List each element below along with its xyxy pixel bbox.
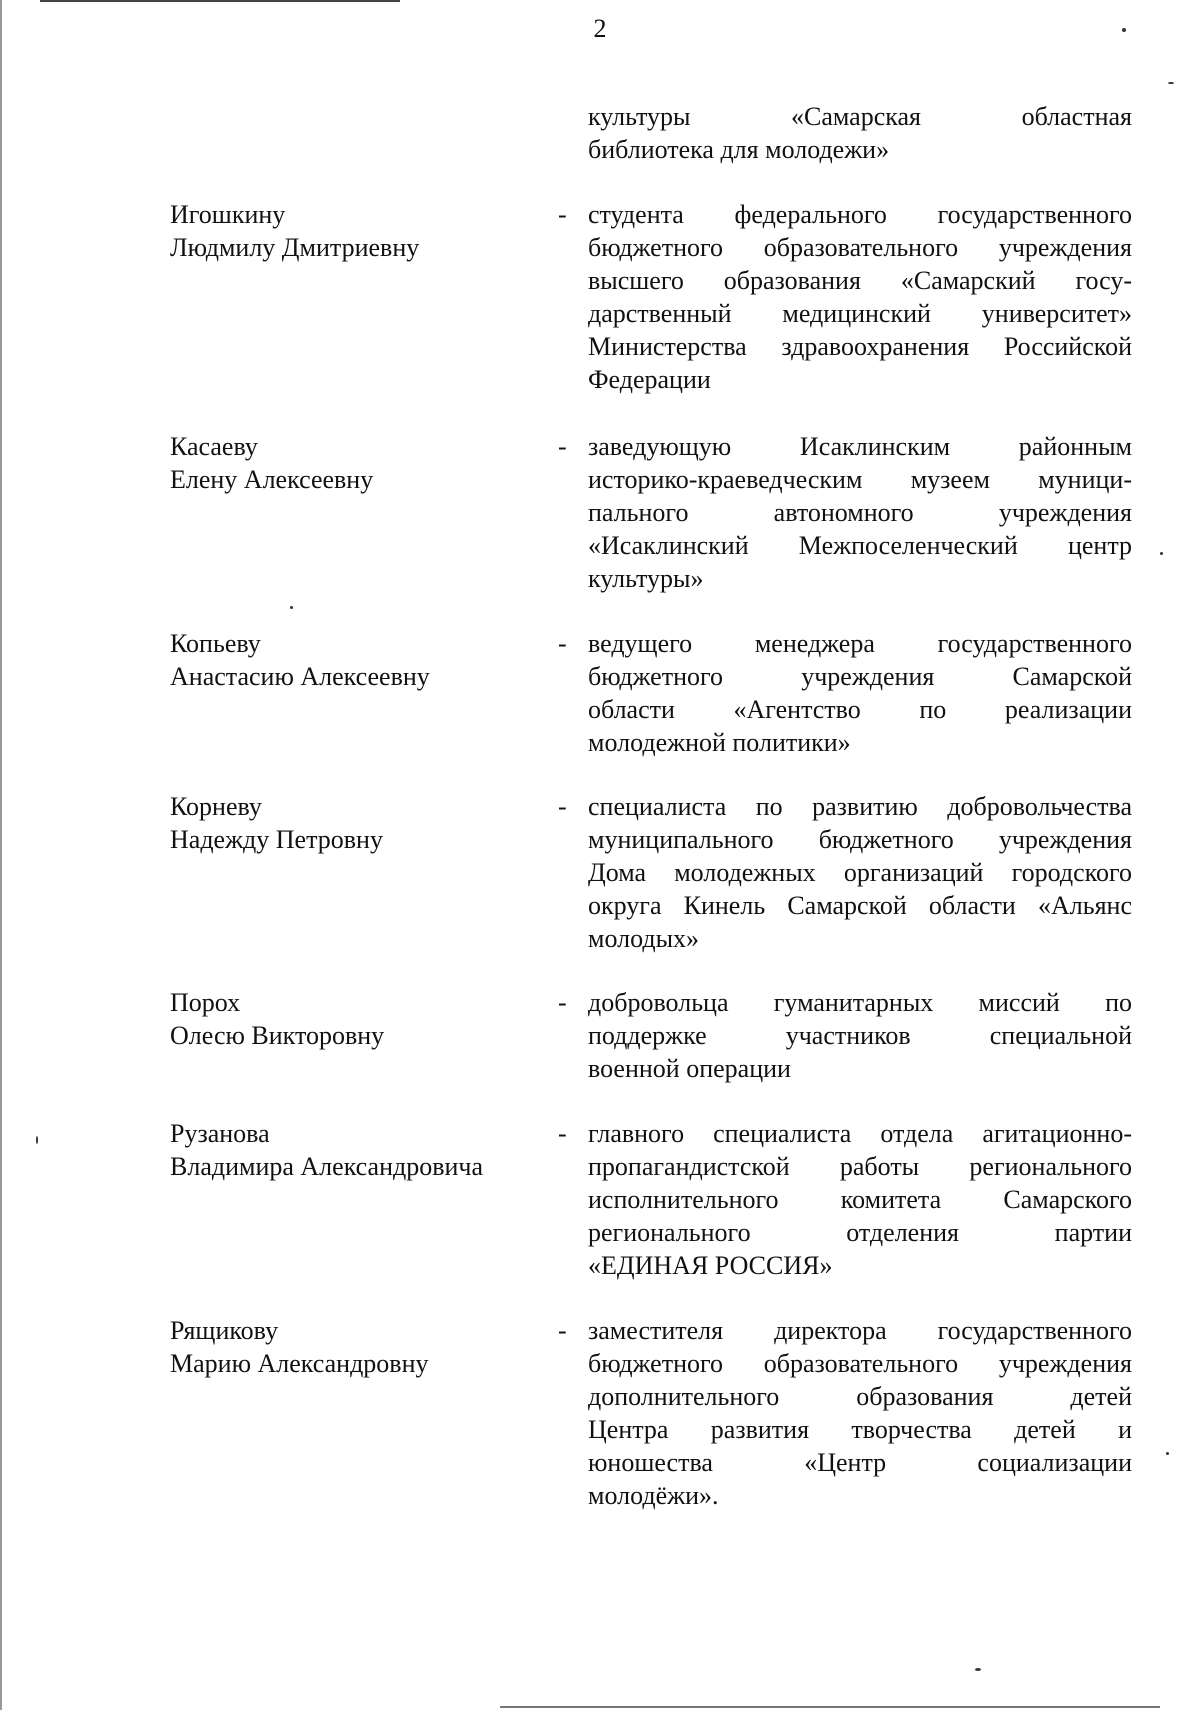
given-names: Елену Алексеевну xyxy=(170,465,374,494)
scan-speck xyxy=(1160,552,1163,555)
scan-speck xyxy=(290,606,293,609)
description-line: высшего образования «Самарский госу- xyxy=(588,266,1132,295)
surname: Корневу xyxy=(170,792,262,821)
dash-separator: - xyxy=(558,432,567,461)
position-description xyxy=(588,198,1132,396)
description-line: главного специалиста отдела агитационно- xyxy=(588,1119,1132,1148)
continuation-line: культуры «Самарская областная xyxy=(588,102,1132,131)
person-name xyxy=(170,790,530,856)
scan-bottom-rule xyxy=(500,1706,1160,1708)
person-name xyxy=(170,198,530,264)
description-line: военной операции xyxy=(588,1054,791,1083)
surname: Игошкину xyxy=(170,200,286,229)
given-names: Олесю Викторовну xyxy=(170,1021,385,1050)
description-line: бюджетного учреждения Самарской xyxy=(588,662,1132,691)
position-description xyxy=(588,430,1132,595)
description-line: Центра развития творчества детей и xyxy=(588,1415,1132,1444)
person-name xyxy=(170,986,530,1052)
description-line: культуры» xyxy=(588,564,704,593)
description-line: дарственный медицинский университет» xyxy=(588,299,1132,328)
person-name xyxy=(170,627,530,693)
continuation-text xyxy=(588,100,1132,166)
description-line: округа Кинель Самарской области «Альянс xyxy=(588,891,1132,920)
scan-speck xyxy=(975,1668,981,1671)
description-line: «ЕДИНАЯ РОССИЯ» xyxy=(588,1251,833,1280)
description-line: исполнительного комитета Самарского xyxy=(588,1185,1132,1214)
person-name xyxy=(170,1314,530,1380)
dash-separator: - xyxy=(558,629,567,658)
dash-separator: - xyxy=(558,200,567,229)
dash-separator: - xyxy=(558,792,567,821)
scan-speck xyxy=(1166,1452,1169,1455)
description-line: молодых» xyxy=(588,924,700,953)
description-line: «Исаклинский Межпоселенческий центр xyxy=(588,531,1132,560)
given-names: Владимира Александровича xyxy=(170,1152,484,1181)
position-description xyxy=(588,627,1132,759)
given-names: Анастасию Алексеевну xyxy=(170,662,430,691)
page-number: 2 xyxy=(593,14,607,43)
dash-separator: - xyxy=(558,988,567,1017)
surname: Рузанова xyxy=(170,1119,270,1148)
description-line: пального автономного учреждения xyxy=(588,498,1132,527)
description-line: ведущего менеджера государственного xyxy=(588,629,1132,658)
description-line: заместителя директора государственного xyxy=(588,1316,1132,1345)
description-line: заведующую Исаклинским районным xyxy=(588,432,1132,461)
position-description xyxy=(588,1314,1132,1512)
scan-top-rule xyxy=(40,0,400,2)
description-line: юношества «Центр социализации xyxy=(588,1448,1132,1477)
description-line: дополнительного образования детей xyxy=(588,1382,1132,1411)
description-line: Дома молодежных организаций городского xyxy=(588,858,1132,887)
surname: Рящикову xyxy=(170,1316,279,1345)
description-line: области «Агентство по реализации xyxy=(588,695,1132,724)
description-line: специалиста по развитию добровольчества xyxy=(588,792,1132,821)
description-line: студента федерального государственного xyxy=(588,200,1132,229)
position-description xyxy=(588,986,1132,1085)
dash-separator: - xyxy=(558,1316,567,1345)
continuation-line: библиотека для молодежи» xyxy=(588,135,890,164)
position-description xyxy=(588,1117,1132,1282)
description-line: добровольца гуманитарных миссий по xyxy=(588,988,1132,1017)
scan-speck xyxy=(1122,28,1126,32)
scan-left-edge xyxy=(0,0,2,1710)
description-line: бюджетного образовательного учреждения xyxy=(588,1349,1132,1378)
description-line: историко-краеведческим музеем муници- xyxy=(588,465,1132,494)
scan-speck xyxy=(36,1136,38,1144)
description-line: пропагандистской работы регионального xyxy=(588,1152,1132,1181)
given-names: Людмилу Дмитриевну xyxy=(170,233,420,262)
dash-separator: - xyxy=(558,1119,567,1148)
description-line: молодёжи». xyxy=(588,1481,719,1510)
surname: Касаеву xyxy=(170,432,258,461)
surname: Копьеву xyxy=(170,629,261,658)
description-line: Федерации xyxy=(588,365,711,394)
given-names: Надежду Петровну xyxy=(170,825,383,854)
description-line: муниципального бюджетного учреждения xyxy=(588,825,1132,854)
position-description xyxy=(588,790,1132,955)
given-names: Марию Александровну xyxy=(170,1349,429,1378)
description-line: бюджетного образовательного учреждения xyxy=(588,233,1132,262)
description-line: регионального отделения партии xyxy=(588,1218,1132,1247)
surname: Порох xyxy=(170,988,241,1017)
description-line: поддержке участников специальной xyxy=(588,1021,1132,1050)
person-name xyxy=(170,1117,530,1183)
description-line: молодежной политики» xyxy=(588,728,851,757)
scan-speck xyxy=(1168,82,1174,84)
person-name xyxy=(170,430,530,496)
description-line: Министерства здравоохранения Российской xyxy=(588,332,1132,361)
